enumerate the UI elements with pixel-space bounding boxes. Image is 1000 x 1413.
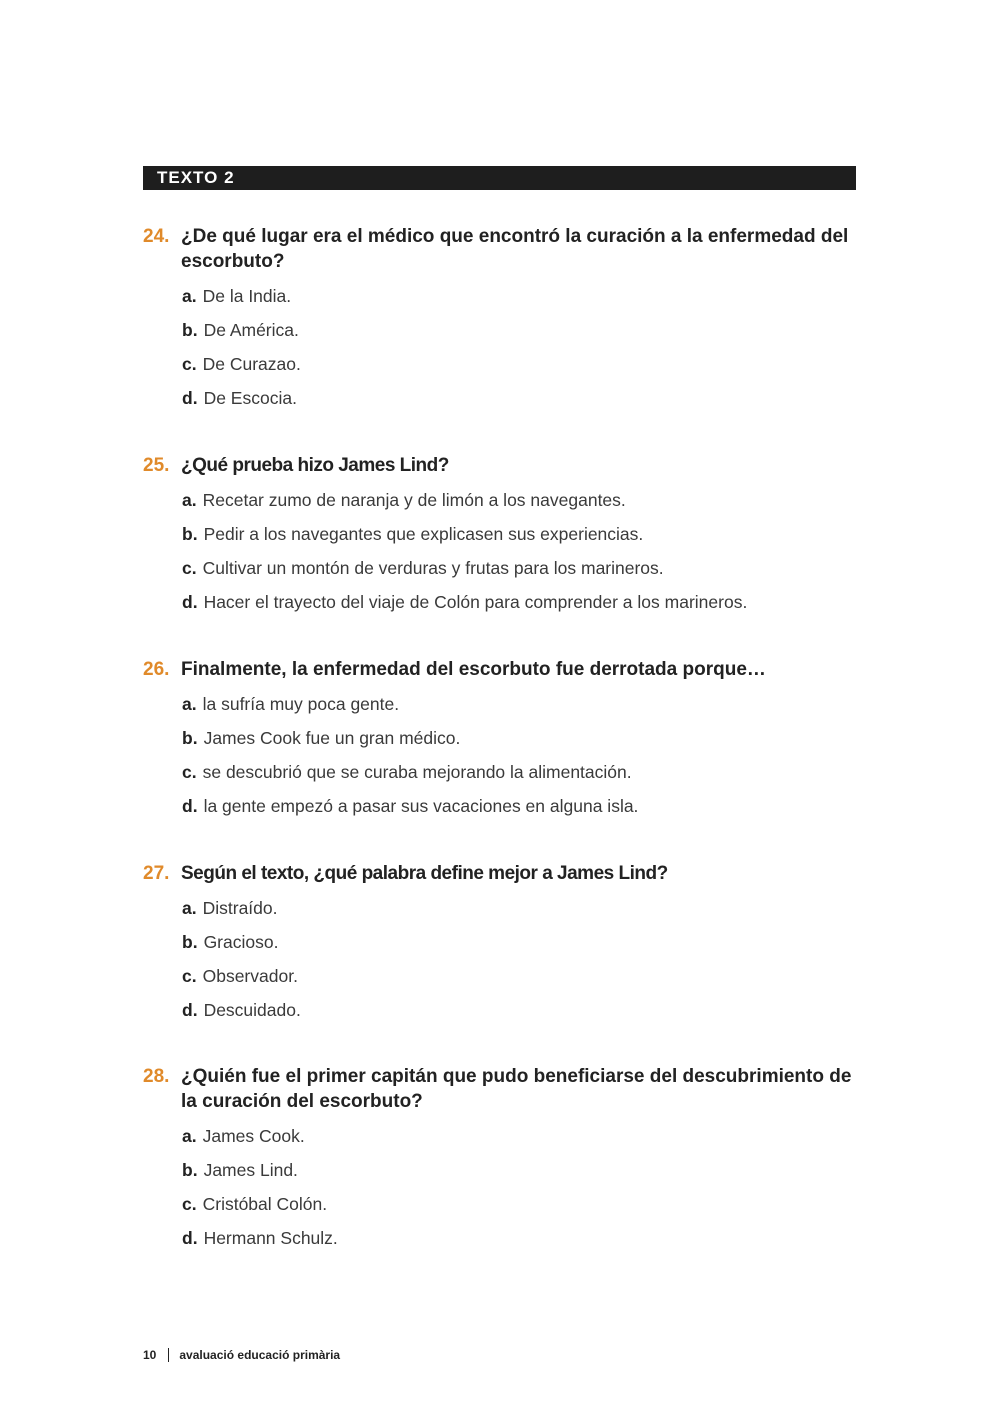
answer-option-c[interactable] [182, 557, 858, 579]
option-text: Distraído. [202, 898, 278, 918]
option-letter: d. [182, 796, 198, 816]
option-text: la sufría muy poca gente. [202, 694, 400, 714]
question-26 [143, 657, 858, 829]
question-header [143, 861, 858, 886]
answer-option-c[interactable] [182, 1193, 858, 1215]
option-letter: c. [182, 762, 197, 782]
option-letter: c. [182, 1194, 197, 1214]
question-text: ¿Quién fue el primer capitán que pudo beneficiarse del descubrimiento de la curación del escorbuto? [181, 1066, 852, 1112]
question-27 [143, 861, 858, 1033]
answer-option-c[interactable] [182, 761, 858, 783]
question-header [143, 1064, 858, 1114]
answer-options [143, 489, 858, 613]
option-letter: a. [182, 490, 197, 510]
option-letter: a. [182, 694, 197, 714]
option-letter: b. [182, 1160, 198, 1180]
answer-options [143, 285, 858, 409]
question-25 [143, 453, 858, 625]
answer-options [143, 897, 858, 1021]
option-letter: a. [182, 1126, 197, 1146]
option-text: James Cook. [202, 1126, 305, 1146]
answer-option-b[interactable] [182, 931, 858, 953]
answer-options [143, 1125, 858, 1249]
question-number: 28. [143, 1066, 170, 1087]
answer-option-a[interactable] [182, 285, 858, 307]
section-header [143, 166, 856, 190]
answer-option-b[interactable] [182, 523, 858, 545]
answer-option-d[interactable] [182, 591, 858, 613]
option-letter: b. [182, 932, 198, 952]
question-text: Según el texto, ¿qué palabra define mejor a James Lind? [181, 863, 668, 884]
option-text: De Curazao. [202, 354, 301, 374]
option-letter: d. [182, 388, 198, 408]
option-text: Observador. [202, 966, 298, 986]
page-footer [143, 1348, 340, 1362]
option-letter: d. [182, 1228, 198, 1248]
option-text: Descuidado. [203, 1000, 301, 1020]
question-text: ¿De qué lugar era el médico que encontró la curación a la enfermedad del escorbuto? [181, 226, 849, 272]
option-letter: c. [182, 558, 197, 578]
option-text: Pedir a los navegantes que explicasen sus experiencias. [203, 524, 644, 544]
question-28 [143, 1064, 858, 1261]
option-text: Hacer el trayecto del viaje de Colón para comprender a los marineros. [203, 592, 748, 612]
question-header [143, 657, 858, 682]
option-text: De América. [203, 320, 299, 340]
option-text: Cultivar un montón de verduras y frutas para los marineros. [202, 558, 664, 578]
answer-option-b[interactable] [182, 1159, 858, 1181]
question-header [143, 453, 858, 478]
option-letter: b. [182, 320, 198, 340]
footer-divider [168, 1348, 169, 1362]
option-text: la gente empezó a pasar sus vacaciones en alguna isla. [203, 796, 639, 816]
answer-option-c[interactable] [182, 965, 858, 987]
section-title: TEXTO 2 [157, 168, 235, 187]
option-text: De Escocia. [203, 388, 297, 408]
question-header [143, 224, 858, 274]
option-letter: c. [182, 966, 197, 986]
option-letter: b. [182, 524, 198, 544]
option-text: Cristóbal Colón. [202, 1194, 328, 1214]
answer-option-a[interactable] [182, 693, 858, 715]
question-text: ¿Qué prueba hizo James Lind? [181, 455, 449, 476]
answer-option-a[interactable] [182, 489, 858, 511]
option-text: De la India. [202, 286, 292, 306]
publication-name: avaluació educació primària [179, 1348, 341, 1362]
answer-option-a[interactable] [182, 897, 858, 919]
option-text: James Cook fue un gran médico. [203, 728, 461, 748]
answer-options [143, 693, 858, 817]
option-letter: a. [182, 286, 197, 306]
option-letter: a. [182, 898, 197, 918]
question-number: 26. [143, 659, 170, 680]
question-number: 25. [143, 455, 170, 476]
option-letter: d. [182, 592, 198, 612]
answer-option-d[interactable] [182, 999, 858, 1021]
question-number: 24. [143, 226, 170, 247]
answer-option-d[interactable] [182, 387, 858, 409]
option-text: se descubrió que se curaba mejorando la alimentación. [202, 762, 632, 782]
question-24 [143, 224, 858, 421]
option-letter: c. [182, 354, 197, 374]
option-text: James Lind. [203, 1160, 298, 1180]
answer-option-b[interactable] [182, 727, 858, 749]
option-text: Gracioso. [203, 932, 279, 952]
option-letter: b. [182, 728, 198, 748]
answer-option-c[interactable] [182, 353, 858, 375]
question-number: 27. [143, 863, 170, 884]
option-text: Hermann Schulz. [203, 1228, 338, 1248]
question-text: Finalmente, la enfermedad del escorbuto fue derrotada porque… [181, 659, 766, 680]
answer-option-d[interactable] [182, 795, 858, 817]
page-number: 10 [143, 1348, 157, 1362]
answer-option-a[interactable] [182, 1125, 858, 1147]
answer-option-d[interactable] [182, 1227, 858, 1249]
option-letter: d. [182, 1000, 198, 1020]
answer-option-b[interactable] [182, 319, 858, 341]
option-text: Recetar zumo de naranja y de limón a los navegantes. [202, 490, 626, 510]
